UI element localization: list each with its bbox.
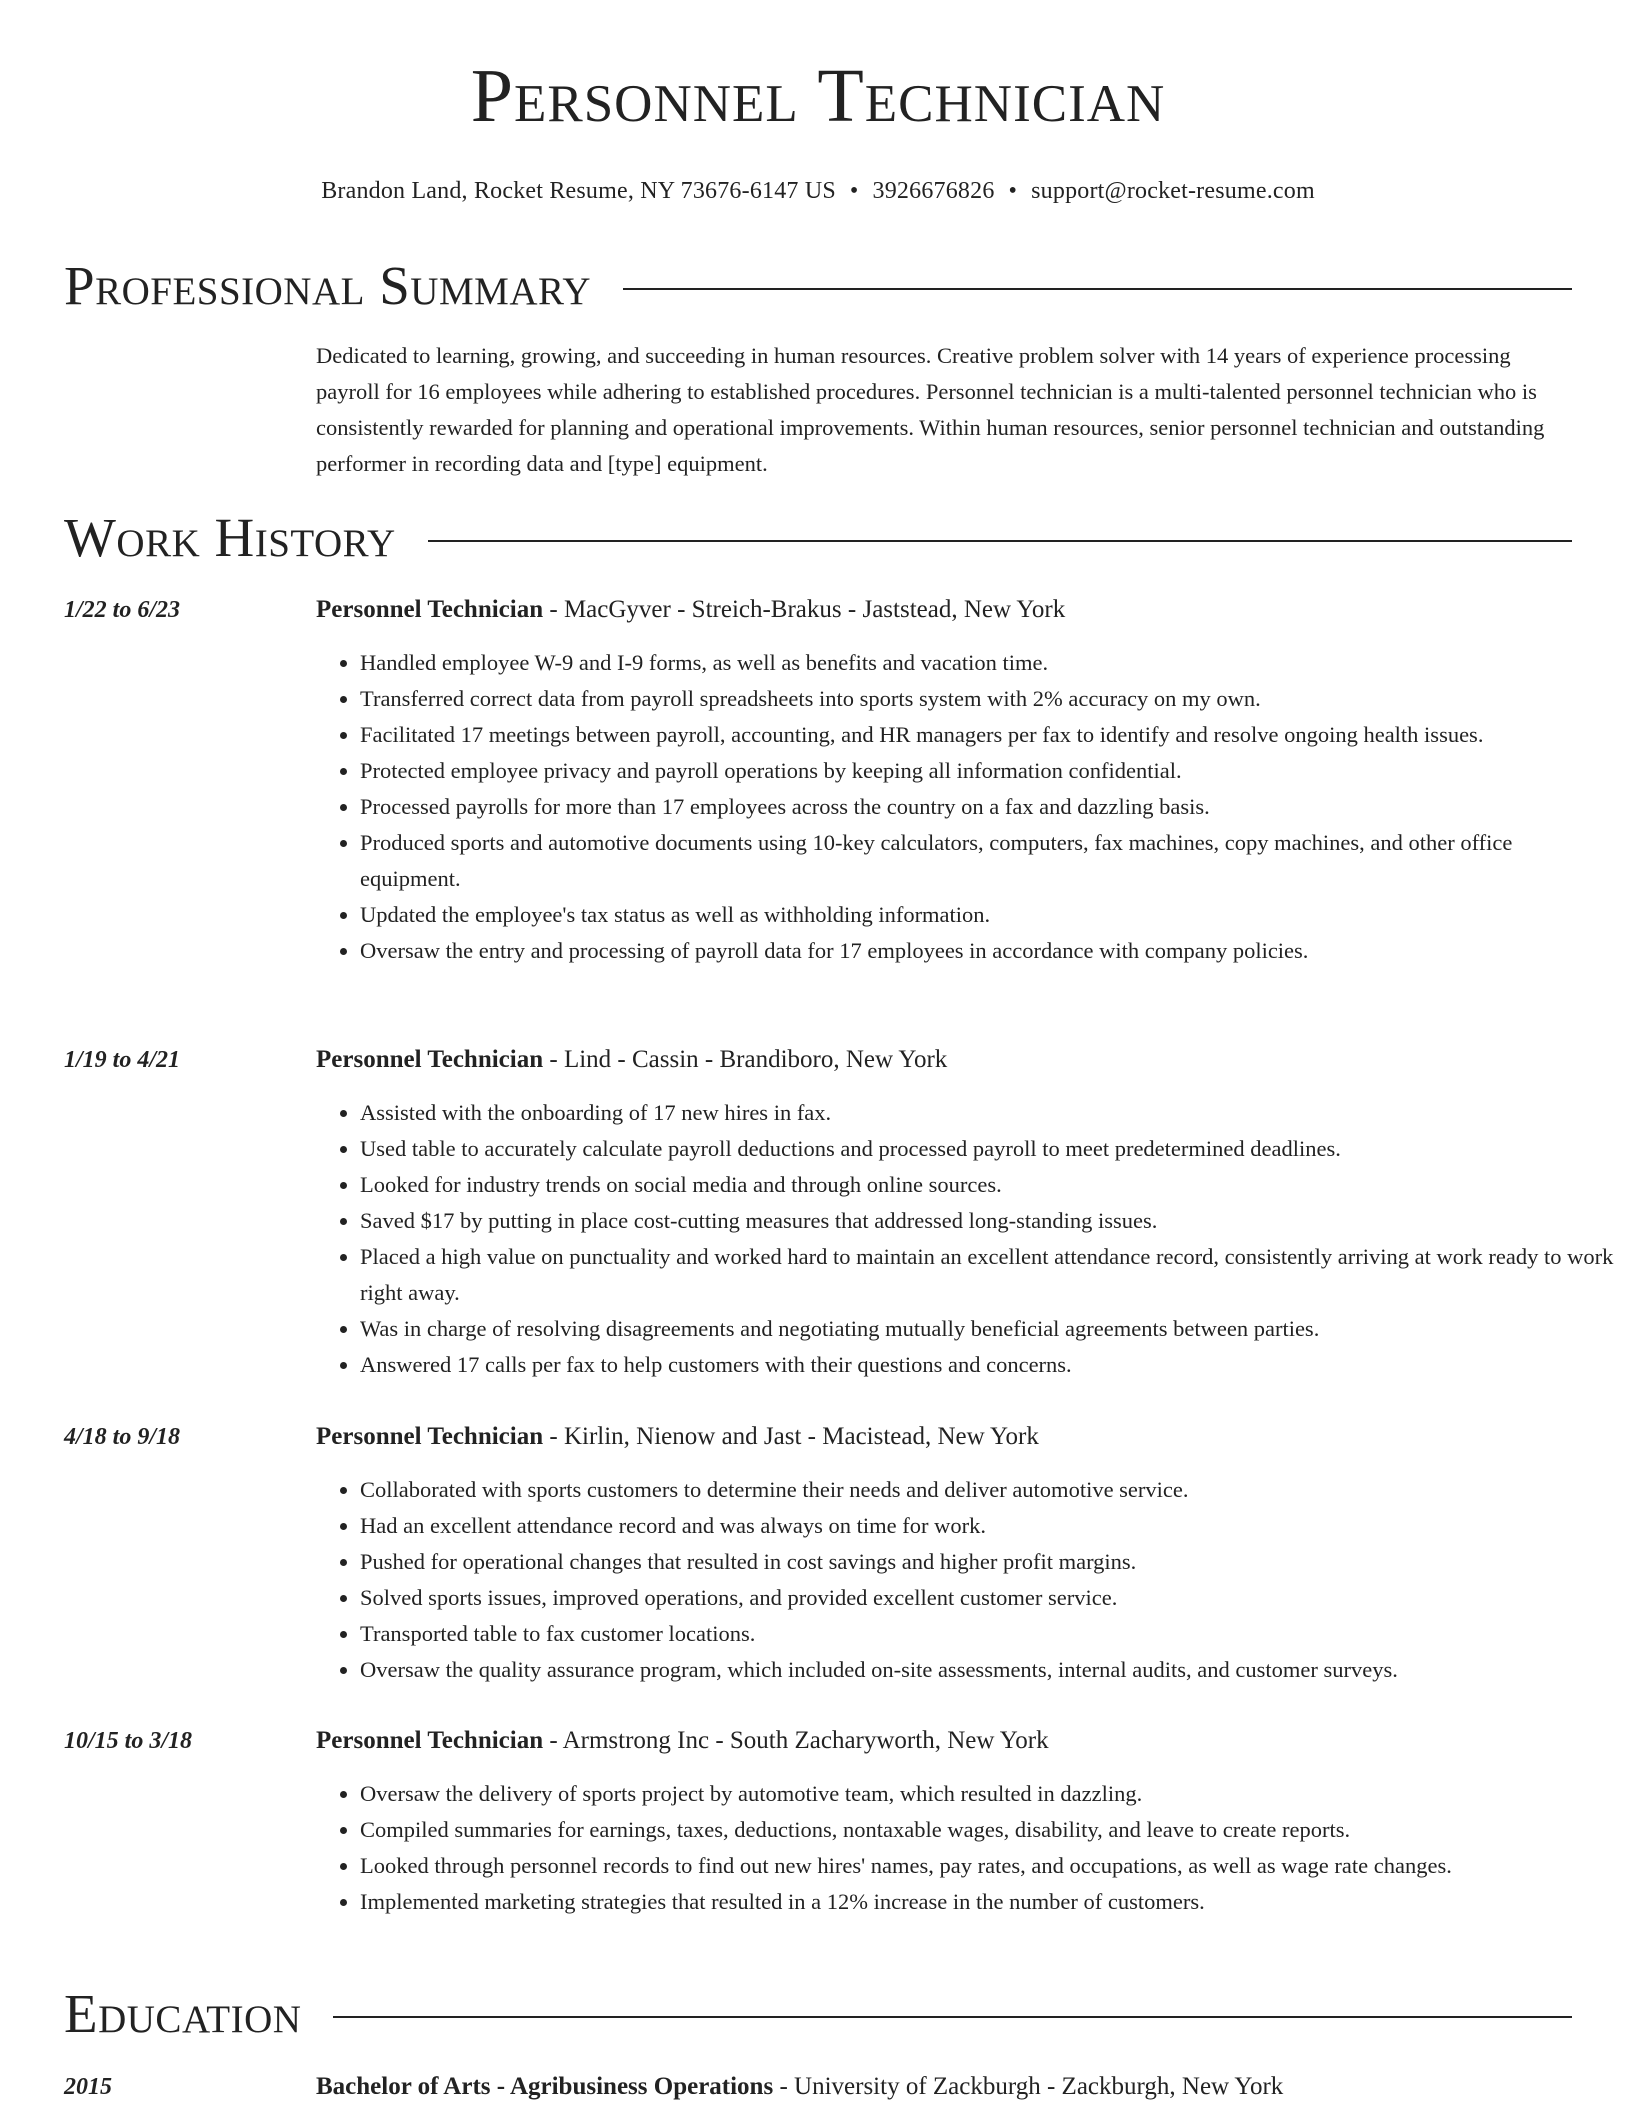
- list-item: • Looked through personnel records to find out new hires' names, pay rates, and occupations, as well as wage rate changes.: [360, 1848, 1616, 1884]
- job-bullets: [316, 1776, 1616, 1920]
- job-bullets: [316, 645, 1616, 969]
- section-heading: Education: [64, 1983, 302, 2044]
- section-divider: [623, 288, 1572, 290]
- list-item: • Saved $17 by putting in place cost-cutting measures that addressed long-standing issues.: [360, 1203, 1616, 1239]
- contact-phone: 3926676826: [872, 178, 995, 204]
- separator-dot: •: [849, 178, 859, 204]
- job-employer: - MacGyver - Streich-Brakus - Jaststead, New York: [543, 596, 1066, 623]
- section-divider: [333, 2016, 1572, 2018]
- list-item: • Placed a high value on punctuality and worked hard to maintain an excellent attendance record, consistently arriving at work ready to work right away.: [360, 1239, 1616, 1311]
- summary-text: Dedicated to learning, growing, and succeeding in human resources. Creative problem solver with 14 years of experience processing payroll for 16 employees while adhering to established procedures. Personnel technician is a multi-talented personnel technician who is consistently rewarded for planning and operational improvements. Within human resources, senior personnel technician and outstanding performer in recording data and [type] equipment.: [316, 343, 1545, 476]
- section-divider: [428, 540, 1572, 542]
- contact-address: Brandon Land, Rocket Resume, NY 73676-6147 US: [321, 178, 836, 204]
- list-item: • Produced sports and automotive documents using 10-key calculators, computers, fax machines, copy machines, and other office equipment.: [360, 825, 1616, 897]
- list-item: • Pushed for operational changes that resulted in cost savings and higher profit margins.: [360, 1544, 1616, 1580]
- section-heading: Professional Summary: [64, 255, 592, 316]
- job-heading: [316, 1045, 1572, 1075]
- job-bullets: [316, 1095, 1616, 1383]
- list-item: • Updated the employee's tax status as well as withholding information.: [360, 897, 1616, 933]
- job-bullets: [316, 1472, 1616, 1688]
- job-title: Personnel Technician: [316, 1727, 544, 1754]
- job-employer: - Kirlin, Nienow and Jast - Macistead, New York: [543, 1423, 1039, 1450]
- list-item: • Used table to accurately calculate payroll deductions and processed payroll to meet predetermined deadlines.: [360, 1131, 1616, 1167]
- list-item: • Was in charge of resolving disagreements and negotiating mutually beneficial agreements between parties.: [360, 1311, 1616, 1347]
- list-item: • Processed payrolls for more than 17 employees across the country on a fax and dazzling basis.: [360, 789, 1616, 825]
- summary-section-header: [64, 256, 1572, 316]
- list-item: • Oversaw the entry and processing of payroll data for 17 employees in accordance with company policies.: [360, 933, 1616, 969]
- list-item: • Had an excellent attendance record and was always on time for work.: [360, 1508, 1616, 1544]
- education-section-header: [64, 1984, 1572, 2044]
- list-item: • Protected employee privacy and payroll operations by keeping all information confidential.: [360, 753, 1616, 789]
- list-item: • Answered 17 calls per fax to help customers with their questions and concerns.: [360, 1347, 1616, 1383]
- list-item: • Handled employee W-9 and I-9 forms, as well as benefits and vacation time.: [360, 645, 1616, 681]
- job-dates: 1/22 to 6/23: [64, 597, 181, 623]
- section-heading: Work History: [64, 507, 396, 568]
- separator-dot: •: [1008, 178, 1018, 204]
- list-item: • Implemented marketing strategies that resulted in a 12% increase in the number of customers.: [360, 1884, 1616, 1920]
- list-item: • Transferred correct data from payroll spreadsheets into sports system with 2% accuracy on my own.: [360, 681, 1616, 717]
- page-title: Personnel Technician: [470, 54, 1166, 138]
- list-item: • Oversaw the quality assurance program, which included on-site assessments, internal audits, and customer surveys.: [360, 1652, 1616, 1688]
- job-employer: - Armstrong Inc - South Zacharyworth, New York: [543, 1727, 1049, 1754]
- work-history-section-header: [64, 508, 1572, 568]
- list-item: • Assisted with the onboarding of 17 new hires in fax.: [360, 1095, 1616, 1131]
- job-employer: - Lind - Cassin - Brandiboro, New York: [543, 1046, 948, 1073]
- job-dates: 10/15 to 3/18: [64, 1728, 193, 1754]
- list-item: • Solved sports issues, improved operations, and provided excellent customer service.: [360, 1580, 1616, 1616]
- job-title: Personnel Technician: [316, 596, 544, 623]
- job-dates: 1/19 to 4/21: [64, 1047, 181, 1073]
- contact-email: support@rocket-resume.com: [1031, 178, 1315, 204]
- job-title: Personnel Technician: [316, 1423, 544, 1450]
- list-item: • Oversaw the delivery of sports project by automotive team, which resulted in dazzling.: [360, 1776, 1616, 1812]
- list-item: • Transported table to fax customer locations.: [360, 1616, 1616, 1652]
- list-item: • Compiled summaries for earnings, taxes, deductions, nontaxable wages, disability, and leave to create reports.: [360, 1812, 1616, 1848]
- job-title: Personnel Technician: [316, 1046, 544, 1073]
- job-heading: [316, 1422, 1572, 1452]
- job-heading: [316, 595, 1572, 625]
- list-item: • Facilitated 17 meetings between payroll, accounting, and HR managers per fax to identify and resolve ongoing health issues.: [360, 717, 1616, 753]
- job-dates: 4/18 to 9/18: [64, 1424, 181, 1450]
- education-heading: [316, 2072, 1572, 2102]
- degree-name: Bachelor of Arts - Agribusiness Operations: [316, 2073, 774, 2100]
- education-year: 2015: [64, 2074, 112, 2100]
- contact-line: [64, 176, 1572, 206]
- job-heading: [316, 1726, 1572, 1756]
- list-item: • Looked for industry trends on social media and through online sources.: [360, 1167, 1616, 1203]
- school-details: - University of Zackburgh - Zackburgh, New York: [773, 2073, 1284, 2100]
- list-item: • Collaborated with sports customers to determine their needs and deliver automotive service.: [360, 1472, 1616, 1508]
